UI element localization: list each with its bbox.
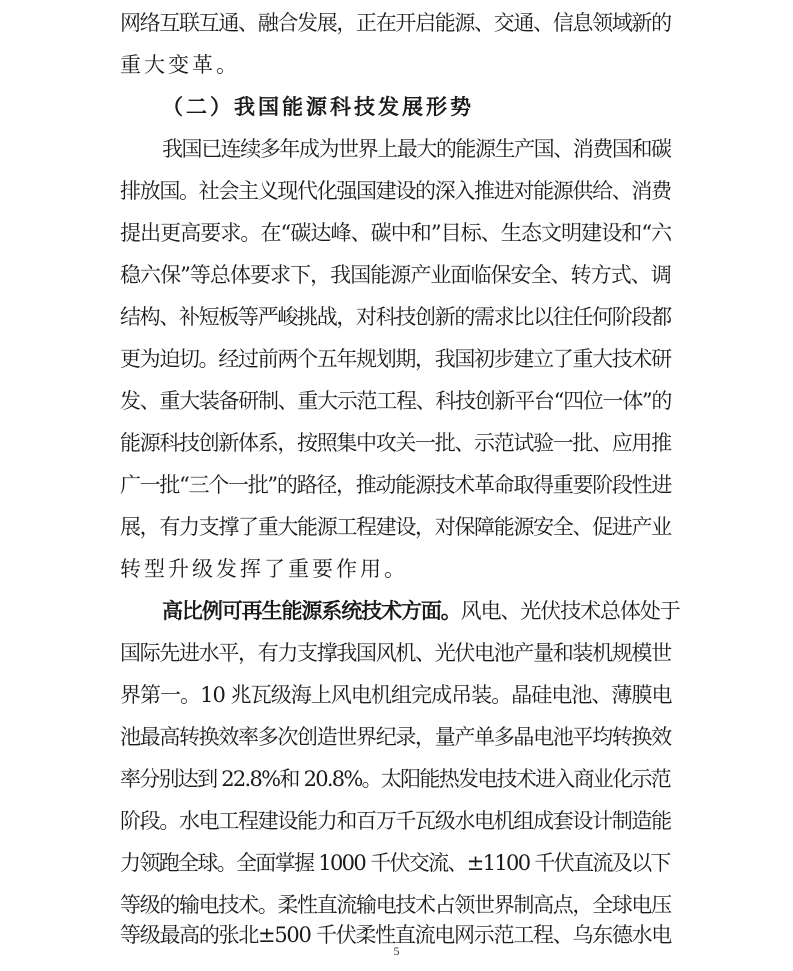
text-line: 更为迫切。经过前两个五年规划期，我国初步建立了重大技术研 (120, 347, 671, 371)
text-line: 池最高转换效率多次创造世界纪录，量产单多晶电池平均转换效 (120, 725, 671, 749)
text-line: 提出更高要求。在“碳达峰、碳中和”目标、生态文明建设和“六 (120, 221, 672, 245)
section-heading: （二）我国能源科技发展形势 (162, 94, 474, 119)
paragraph-lead-line (162, 592, 680, 630)
paragraph-lead-bold: 高比例可再生能源系统技术方面。 (162, 598, 461, 623)
text-line: 重大变革。 (120, 53, 240, 77)
text-line: 等级最高的张北±500 千伏柔性直流电网示范工程、乌东德水电 (120, 923, 671, 947)
text-line: 等级的输电技术。柔性直流输电技术占领世界制高点，全球电压 (120, 893, 671, 917)
text-line: 转型升级发挥了重要作用。 (120, 557, 408, 581)
paragraph-lead-rest: 风电、光伏技术总体处于 (460, 599, 680, 623)
text-line: 结构、补短板等严峻挑战，对科技创新的需求比以往任何阶段都 (120, 305, 671, 329)
text-line: 排放国。社会主义现代化强国建设的深入推进对能源供给、消费 (120, 179, 671, 203)
text-line: 广一批“三个一批”的路径，推动能源技术革命取得重要阶段性进 (120, 473, 672, 497)
text-line: 界第一。10 兆瓦级海上风电机组完成吊装。晶硅电池、薄膜电 (120, 683, 672, 707)
text-line: 发、重大装备研制、重大示范工程、科技创新平台“四位一体”的 (120, 389, 672, 413)
text-line: 展，有力支撑了重大能源工程建设，对保障能源安全、促进产业 (120, 515, 671, 539)
text-line: 网络互联互通、融合发展，正在开启能源、交通、信息领域新的 (120, 11, 671, 35)
text-line: 阶段。水电工程建设能力和百万千瓦级水电机组成套设计制造能 (120, 809, 671, 833)
page-number: 5 (393, 944, 400, 958)
text-line: 力领跑全球。全面掌握 1000 千伏交流、±1100 千伏直流及以下 (120, 851, 670, 875)
text-line: 能源科技创新体系，按照集中攻关一批、示范试验一批、应用推 (120, 431, 671, 455)
text-line: 我国已连续多年成为世界上最大的能源生产国、消费国和碳 (162, 137, 671, 161)
text-line: 国际先进水平，有力支撑我国风机、光伏电池产量和装机规模世 (120, 641, 671, 665)
text-line: 稳六保”等总体要求下，我国能源产业面临保安全、转方式、调 (120, 263, 671, 287)
text-line: 率分别达到 22.8%和 20.8%。太阳能热发电技术进入商业化示范 (120, 767, 670, 791)
